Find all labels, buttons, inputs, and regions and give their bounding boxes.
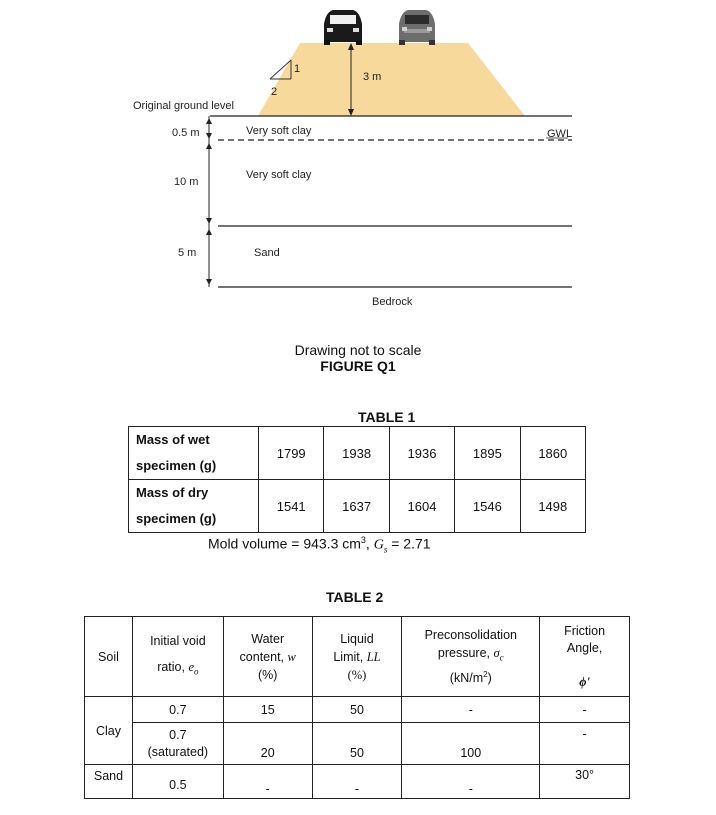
table2 (84, 616, 630, 799)
table-header-row (85, 617, 630, 697)
table-cell: 1498 (520, 480, 585, 533)
slope-vertical-label: 1 (294, 63, 301, 75)
car-icon (399, 10, 435, 45)
table-cell: 1637 (324, 480, 389, 533)
table-cell: 20 (223, 723, 312, 765)
figure-title: FIGURE Q1 (320, 358, 396, 374)
original-ground-label: Original ground level (133, 100, 234, 112)
gwl-label: GWL (547, 128, 573, 140)
table-row (129, 480, 586, 533)
layer-label-2: Very soft clay (246, 169, 312, 181)
table1-title: TABLE 1 (358, 409, 416, 425)
table-row (129, 427, 586, 480)
table-row (85, 765, 630, 799)
table-cell: 0.7 (132, 697, 223, 723)
header-soil: Soil (85, 617, 133, 697)
table1 (128, 426, 586, 533)
table-cell: - (540, 697, 630, 723)
table-cell: 50 (312, 723, 402, 765)
table-cell: 1860 (520, 427, 585, 480)
soil-clay-label: Clay (85, 697, 133, 765)
depth-label-2: 10 m (174, 176, 199, 188)
table-cell: 1799 (259, 427, 324, 480)
table-cell: 1546 (455, 480, 520, 533)
table-cell: 1895 (455, 427, 520, 480)
height-label: 3 m (363, 71, 382, 83)
table-cell: 1936 (389, 427, 454, 480)
table-cell: 1541 (259, 480, 324, 533)
table-cell: - (223, 765, 312, 799)
depth-label-3: 5 m (178, 247, 197, 259)
soil-sand-label: Sand (85, 765, 133, 799)
header-void-ratio: Initial void ratio, $e_o$ (132, 617, 223, 697)
table-cell: 1604 (389, 480, 454, 533)
header-friction-angle: Friction Angle, ϕ' (540, 617, 630, 697)
slope-horizontal-label: 2 (271, 86, 278, 98)
table2-title: TABLE 2 (326, 589, 384, 605)
figure-note: Drawing not to scale (294, 342, 422, 358)
table-cell: - (312, 765, 402, 799)
table-cell: 100 (402, 723, 540, 765)
bedrock-label: Bedrock (372, 296, 413, 308)
depth-label-1: 0.5 m (172, 127, 200, 139)
table-row (85, 697, 630, 723)
table-row (85, 723, 630, 765)
table-cell: - (402, 697, 540, 723)
table-cell: 1938 (324, 427, 389, 480)
header-preconsolidation: Preconsolidation pressure, $\sigma_c$ $(kN/m^2)$ (402, 617, 540, 697)
table-cell: 50 (312, 697, 402, 723)
car-icon (324, 10, 362, 45)
embankment (258, 43, 525, 116)
table-cell: 15 (223, 697, 312, 723)
row-label: Mass of dry specimen (g) (129, 480, 259, 533)
layer-label-3: Sand (254, 247, 280, 259)
table-cell: - (540, 723, 630, 765)
table-cell: 0.5 (132, 765, 223, 799)
table-cell: 0.7 (saturated) (132, 723, 223, 765)
depth-dimensions (172, 116, 212, 287)
layer-label-1: Very soft clay (246, 125, 312, 137)
table-cell: 30° (540, 765, 630, 799)
figure-q1 (0, 0, 716, 330)
header-liquid-limit: Liquid Limit, LL (%) (312, 617, 402, 697)
header-water-content: Water content, w (%) (223, 617, 312, 697)
row-label: Mass of wet specimen (g) (129, 427, 259, 480)
table-cell: - (402, 765, 540, 799)
mold-volume-note: Mold volume = 943.3 $cm^3$, $G_s = 2.71$ (208, 535, 431, 555)
